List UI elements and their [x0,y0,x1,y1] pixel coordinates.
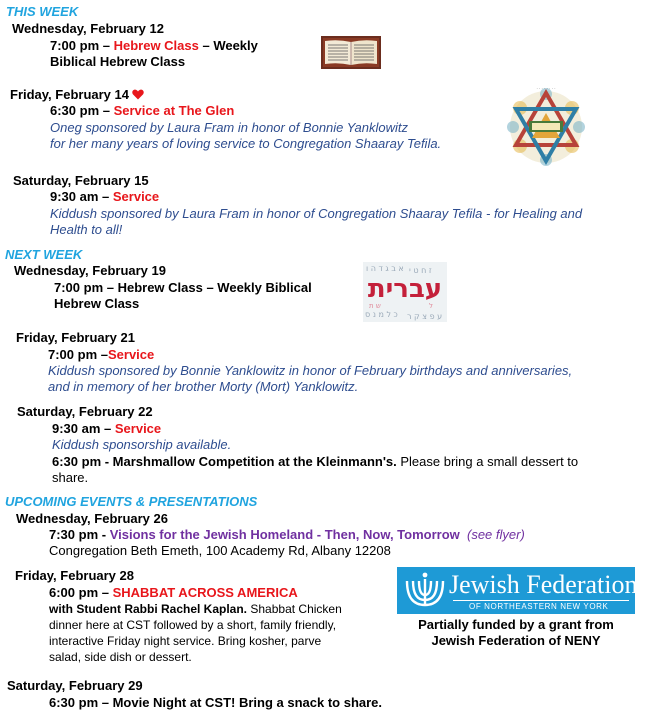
jewish-federation-logo [397,567,638,614]
logo-divider [453,600,629,601]
event-line [50,103,234,118]
grant-caption: Partially funded by a grant from [418,617,614,632]
svg-text:א ב ג ד ה ו: א ב ג ד ה ו [366,264,404,273]
event-detail: – Weekly [198,38,258,53]
hebrew-word: עברית [367,274,443,304]
event-detail-4: salad, side dish or dessert. [49,650,192,664]
open-book-image [321,36,381,69]
svg-text:ש ת: ש ת [369,302,381,310]
event-title: Service [112,189,160,204]
event-time: 7:30 pm - [49,527,110,542]
logo-subtitle: OF NORTHEASTERN NEW YORK [469,602,609,611]
svg-text:ז ח ט י: ז ח ט י [409,266,432,275]
event-line [50,38,258,53]
event-line [48,347,154,362]
event-day: Wednesday, February 19 [14,263,166,278]
svg-text:ע פ צ ק ר: ע פ צ ק ר [407,312,443,321]
grant-caption-2: Jewish Federation of NENY [431,633,601,648]
menorah-icon [403,571,447,611]
event-detail [49,602,342,617]
event-line-2: share. [52,470,89,485]
section-heading-this-week: THIS WEEK [6,4,79,19]
event-line-2: Hebrew Class [54,296,140,311]
event-detail-3: interactive Friday night service. Bring kosher, parve [49,634,322,648]
event-title: Service [114,421,162,436]
event-day: Friday, February 28 [15,568,134,583]
event-day: Wednesday, February 12 [12,21,164,36]
event-line: 6:30 pm – Movie Night at CST! Bring a snack to share. [49,695,383,710]
svg-text:ל: ל [429,302,433,310]
event-note: Oneg sponsored by Laura Fram in honor of Bonnie Yanklowitz [50,120,408,135]
event-note: Kiddush sponsorship available. [52,437,232,452]
event-title: Visions for the Jewish Homeland - Then, Now, Tomorrow [109,527,460,542]
event-location: Congregation Beth Emeth, 100 Academy Rd, Albany 12208 [49,543,391,558]
event-line [52,454,578,469]
event-note: Kiddush sponsored by Laura Fram in honor of Congregation Shaaray Tefila - for Healing and [50,206,583,221]
event-time: 6:00 pm – [49,585,113,600]
event-line [49,585,298,600]
event-detail-2: dinner here at CST followed by a short, family friendly, [49,618,337,632]
event-note: Kiddush sponsored by Bonnie Yanklowitz in honor of February birthdays and anniversaries, [48,363,573,378]
event-day-label: Friday, February 14 [10,87,129,102]
event-detail: Please bring a small dessert to [396,454,579,469]
event-line: 7:00 pm – Hebrew Class – Weekly Biblical [54,280,312,295]
hebrew-letters-image [363,262,447,322]
heart-icon [132,89,144,100]
logo-name: Jewish Federation [449,570,638,599]
event-day: Saturday, February 15 [13,173,149,188]
section-heading-next-week: NEXT WEEK [5,247,83,262]
event-time: 7:00 pm – [50,38,114,53]
event-day: Saturday, February 29 [7,678,143,693]
event-line [52,421,161,436]
event-day: Friday, February 21 [16,330,135,345]
see-flyer-note: (see flyer) [467,527,525,542]
event-day: Saturday, February 22 [17,404,153,419]
event-line-2: Biblical Hebrew Class [50,54,186,69]
event-day: Wednesday, February 26 [16,511,168,526]
event-note-2: Health to all! [50,222,123,237]
event-time: 9:30 am – [50,189,113,204]
event-title: SHABBAT ACROSS AMERICA [112,585,298,600]
event-note-2: and in memory of her brother Morty (Mort) Yanklowitz. [48,379,359,394]
section-heading-upcoming: UPCOMING EVENTS & PRESENTATIONS [5,494,258,509]
event-detail-text: Shabbat Chicken [247,602,342,616]
event-title: Service [107,347,155,362]
svg-text:כ ל מ נ ס: כ ל מ נ ס [365,310,398,319]
event-host: with Student Rabbi Rachel Kaplan. [49,602,248,616]
event-title: 6:30 pm - Marshmallow Competition at the Kleinmann's. [52,454,397,469]
star-of-david-image [505,83,587,167]
event-day [10,87,144,102]
event-line [49,527,525,542]
event-time: 6:30 pm – [50,103,114,118]
event-line [50,189,159,204]
event-note-2: for her many years of loving service to Congregation Shaaray Tefila. [50,136,442,151]
svg-text:. . . . . . . .: . . . . . . . . [536,85,556,90]
event-title: Hebrew Class [113,38,199,53]
event-time: 9:30 am – [52,421,115,436]
event-time: 7:00 pm – [48,347,108,362]
event-title: Service at The Glen [113,103,235,118]
